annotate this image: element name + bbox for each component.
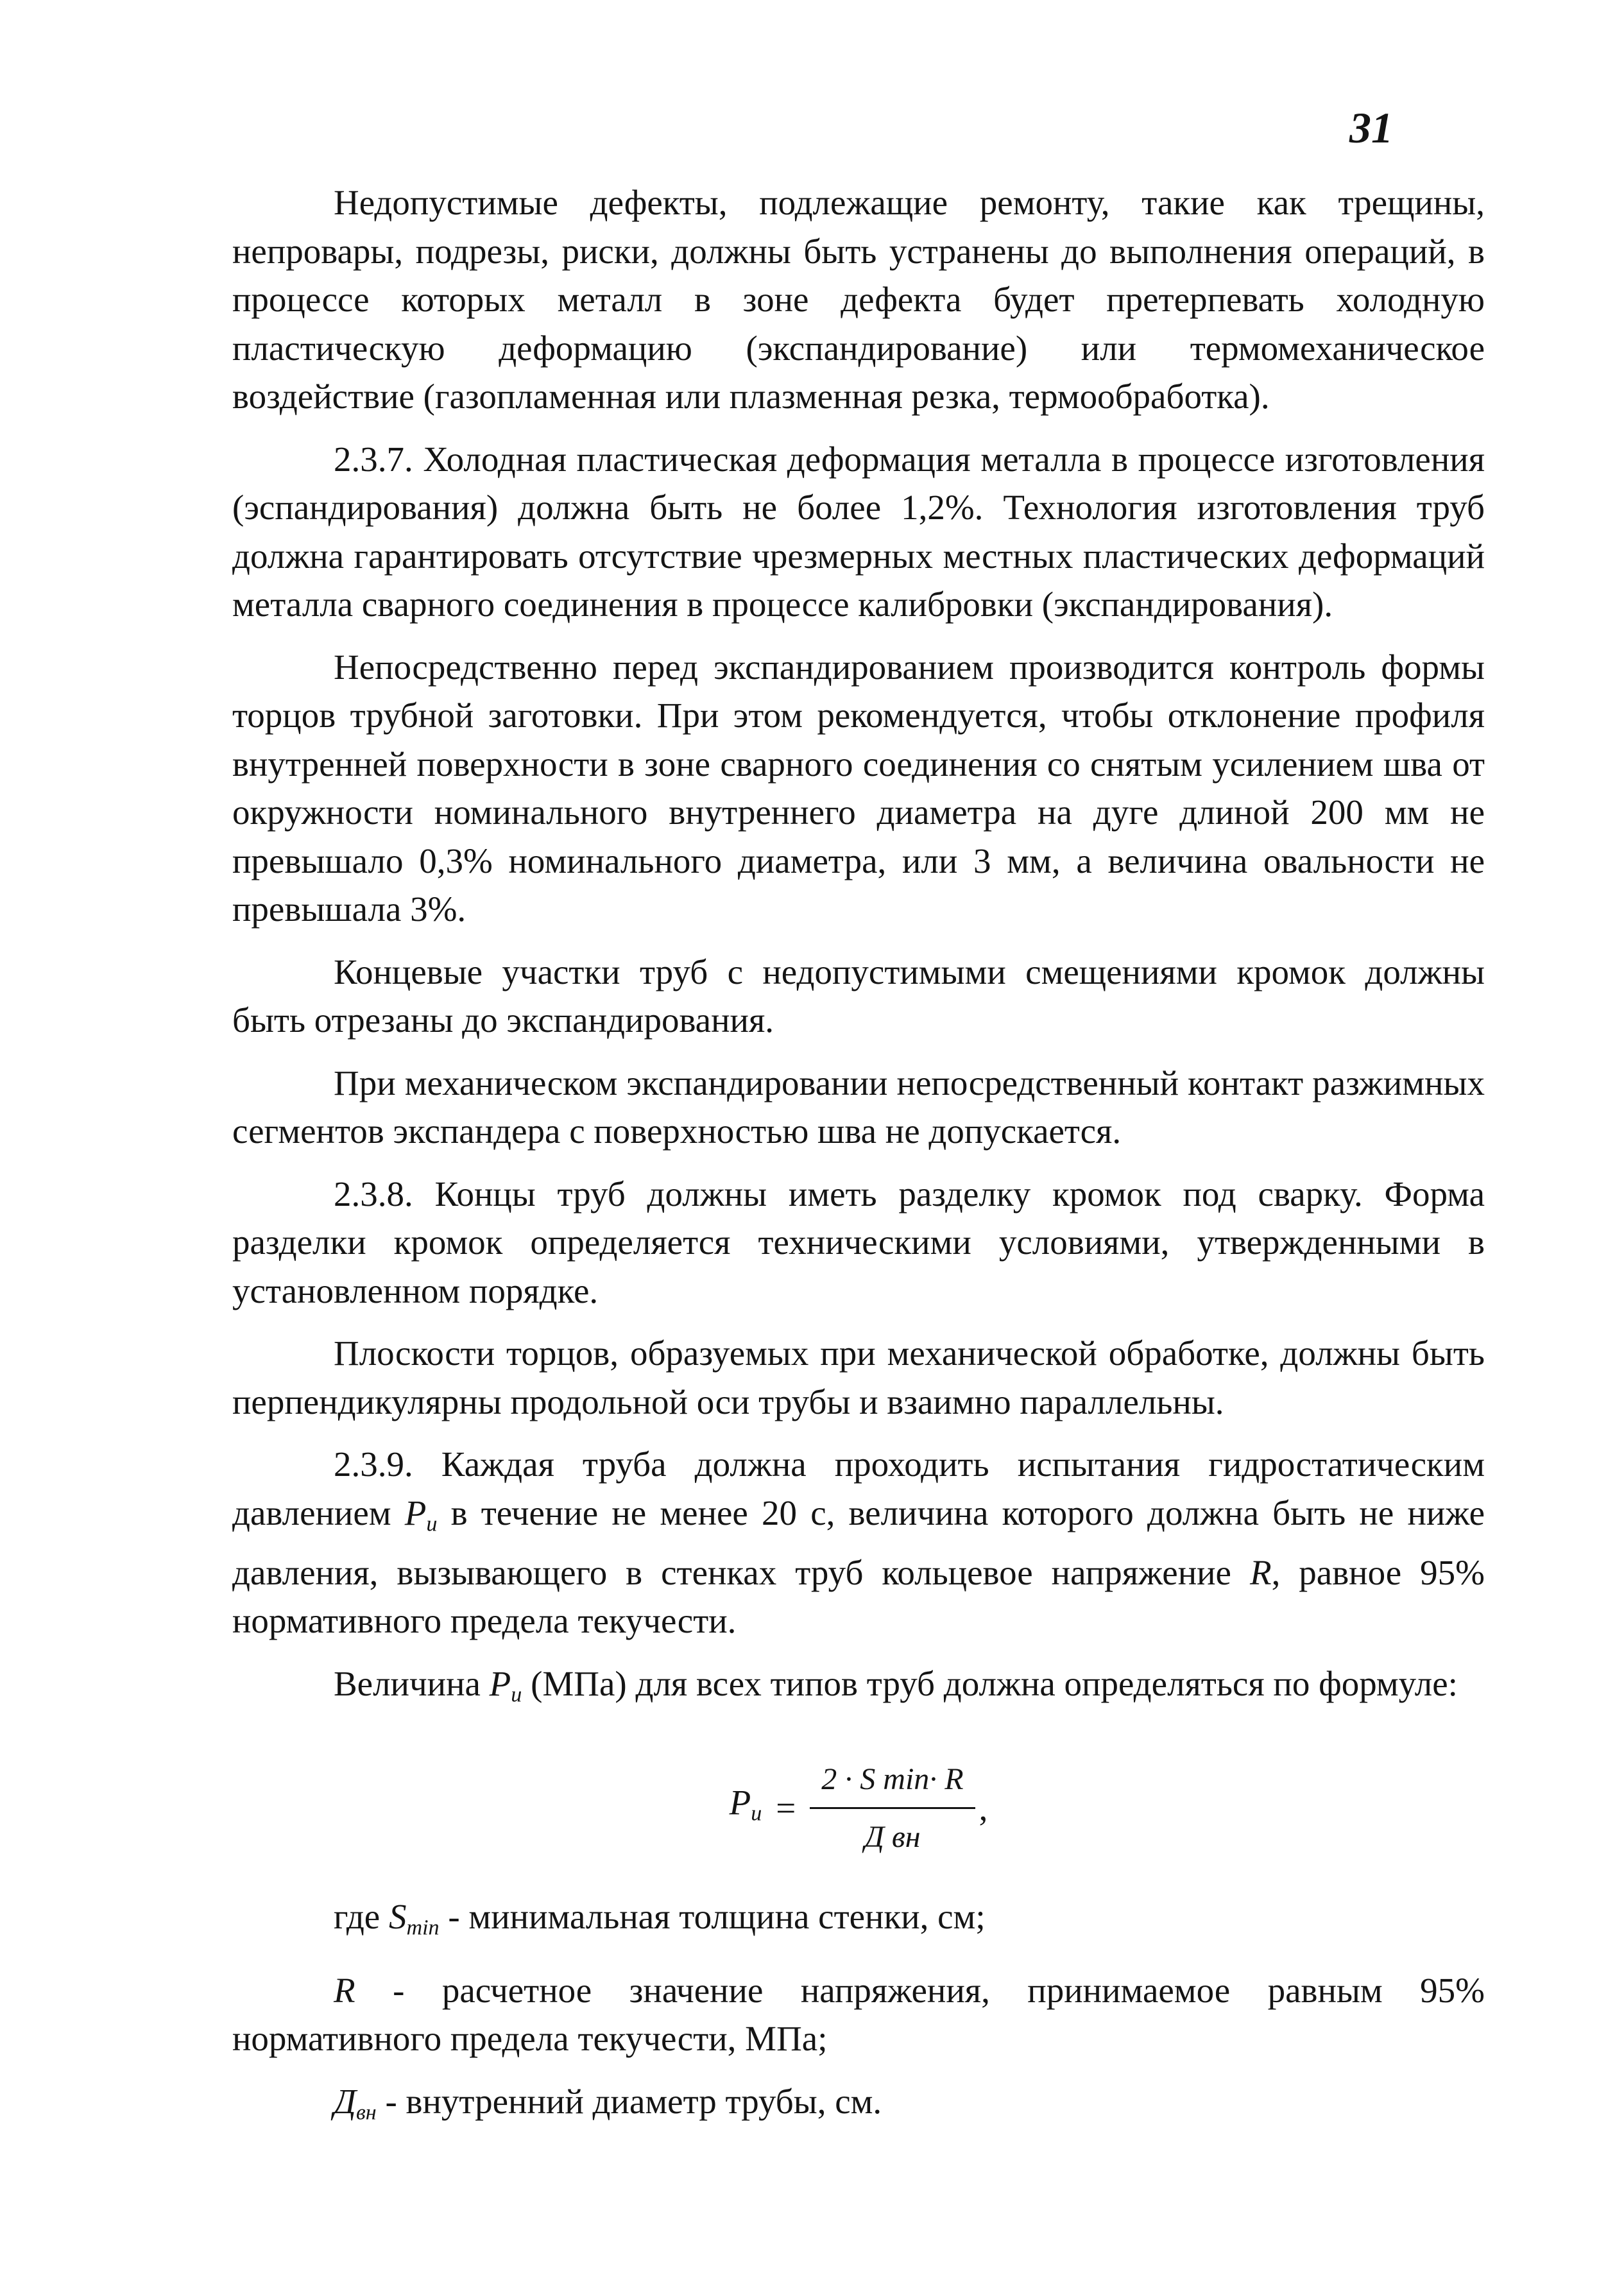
symbol-r: R bbox=[1249, 1552, 1272, 1592]
paragraph-end-sections: Концевые участки труб с недопустимыми смещениями кромок должны быть отрезаны до экспандирования. bbox=[232, 952, 1485, 1040]
definitions bbox=[232, 1892, 1485, 2137]
paragraph-mechanical-expanding: При механическом экспандировании непосредственный контакт разжимных сегментов экспандера с поверхностью шва не допускается. bbox=[232, 1063, 1485, 1151]
paragraph-end-planes: Плоскости торцов, образуемых при механической обработке, должны быть перпендикулярны продольной оси трубы и взаимно параллельны. bbox=[232, 1334, 1485, 1421]
symbol-p: P bbox=[489, 1663, 511, 1703]
formula-denominator: Д вн bbox=[864, 1820, 921, 1855]
symbol-p-subscript: и bbox=[426, 1512, 438, 1536]
paragraph-2-3-7: 2.3.7. Холодная пластическая деформация металла в процессе изготовления (эспандирования) должна быть не более 1,2%. Технология изготовления труб должна гарантировать отсутствие чрезмерных местных пластических деформаций металла сварного соединения в процессе калибровки (экспандирования). bbox=[232, 439, 1485, 624]
formula-fraction bbox=[810, 1755, 975, 1862]
symbol-p-subscript: и bbox=[511, 1683, 522, 1707]
definition-smin: где $S_{min}$ - минимальная толщина стенки, см; bbox=[334, 1896, 986, 1940]
body-text bbox=[232, 178, 1485, 2151]
definition-dvn: $Д_{вн}$ - внутренний диаметр трубы, см. bbox=[334, 2081, 882, 2125]
definition-r: R - расчетное значение напряжения, принимаемое равным 95% нормативного предела текучести, МПа; bbox=[232, 1970, 1485, 2059]
paragraph-end-shape-control: Непосредственно перед экспандированием производится контроль формы торцов трубной заготовки. При этом рекомендуется, чтобы отклонение профиля внутренней поверхности в зоне сварного соединения со снятым усилением шва от окружности номинального внутреннего диаметра на дуге длиной 200 мм не превышало 0,3% номинального диаметра, или 3 мм, а величина овальности не превышала 3%. bbox=[232, 647, 1485, 929]
symbol-p: P bbox=[404, 1493, 427, 1532]
pressure-formula bbox=[232, 1755, 1485, 1862]
formula-lhs: $P_и$ bbox=[729, 1783, 762, 1826]
formula-equals: = bbox=[776, 1788, 796, 1828]
page-number: 31 bbox=[1349, 103, 1393, 152]
formula-comma: , bbox=[979, 1788, 988, 1828]
formula-numerator: 2 · S min· R bbox=[810, 1755, 975, 1810]
paragraph-2-3-8: 2.3.8. Концы труб должны иметь разделку кромок под сварку. Форма разделки кромок определяется техническими условиями, утвержденными в установленном порядке. bbox=[232, 1174, 1485, 1310]
paragraph-value-pu: Величина $P_и$ (МПа) для всех типов труб должна определяться по формуле: bbox=[334, 1663, 1458, 1707]
paragraph-2-3-9: 2.3.9. Каждая труба должна проходить испытания гидростатическим давлением $P_и$ в течение не менее 20 с, величина которого должна быть не ниже давления, вызывающего в стенках труб кольцевое напряжение R, равное 95% нормативного предела текучести. bbox=[232, 1445, 1485, 1641]
paragraph-defects: Недопустимые дефекты, подлежащие ремонту, такие как трещины, непровары, подрезы, риски, должны быть устранены до выполнения операций, в процессе которых металл в зоне дефекта будет претерпевать холодную пластическую деформацию (экспандирование) или термомеханическое воздействие (газопламенная или плазменная резка, термообработка). bbox=[232, 183, 1485, 416]
